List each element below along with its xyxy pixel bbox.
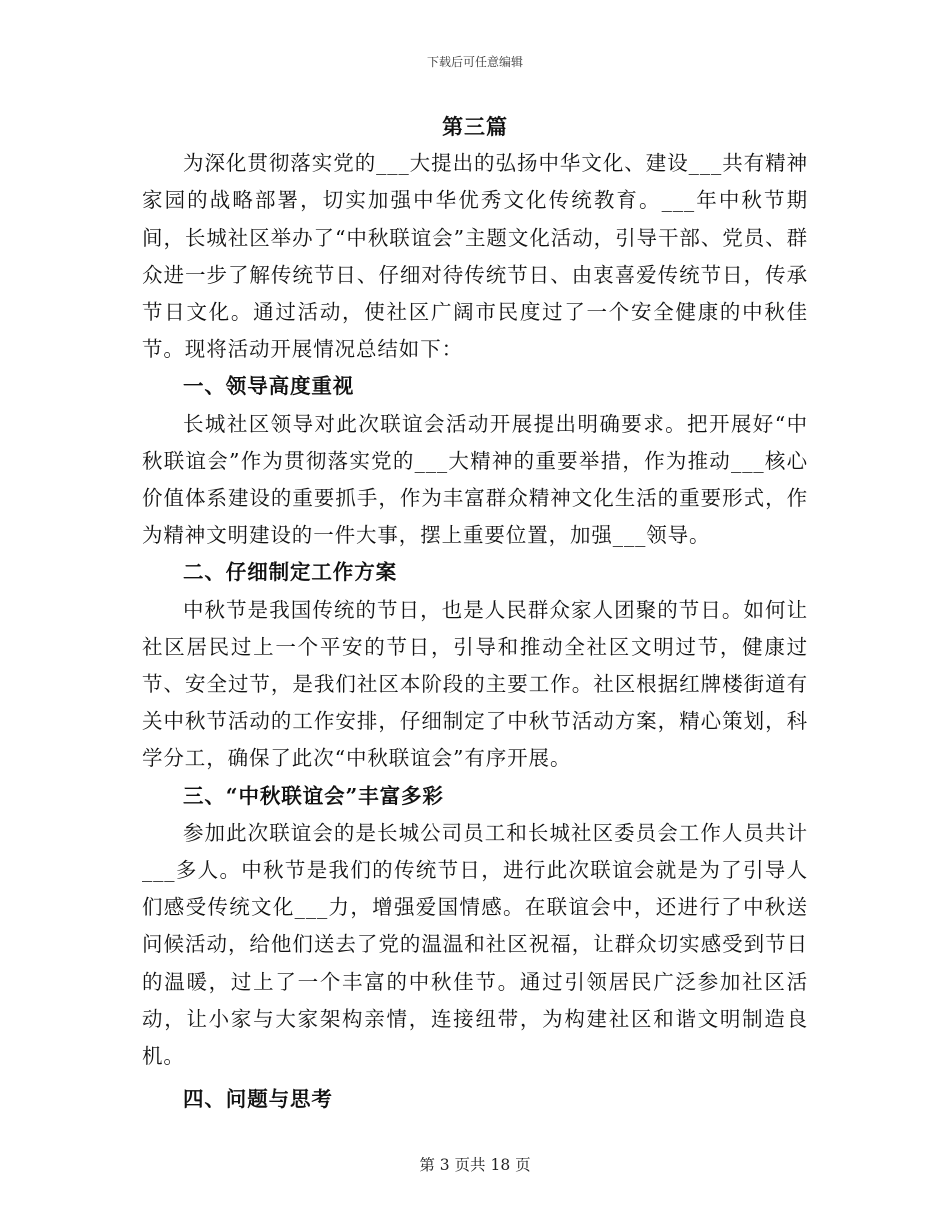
section-body-2: 中秋节是我国传统的节日，也是人民群众家人团聚的节日。如何让社区居民过上一个平安的节日，引导和推动全社区文明过节，健康过节、安全过节，是我们社区本阶段的主要工作。社区根据红牌楼街道有关中秋节活动的工作安排，仔细制定了中秋节活动方案，精心策划，科学分工，确保了此次“中秋联谊会”有序开展。 <box>142 597 808 771</box>
section-heading-4: 四、问题与思考 <box>183 1087 333 1112</box>
page-number: 第 3 页共 18 页 <box>419 1156 531 1174</box>
document-body <box>142 108 808 1118</box>
section-body-3: 参加此次联谊会的是长城公司员工和长城社区委员会工作人员共计___多人。中秋节是我们的传统节日，进行此次联谊会就是为了引导人们感受传统文化___力，增强爱国情感。在联谊会中，还进行了中秋送问候活动，给他们送去了党的温温和社区祝福，让群众切实感受到节日的温暖，过上了一个丰富的中秋佳节。通过引领居民广泛参加社区活动，让小家与大家架构亲情，连接纽带，为构建社区和谐文明制造良机。 <box>142 820 808 1069</box>
section-heading-1: 一、领导高度重视 <box>183 374 355 399</box>
page-header: 下载后可任意编辑 <box>426 55 523 69</box>
document-title: 第三篇 <box>442 114 508 139</box>
section-heading-3: 三、“中秋联谊会”丰富多彩 <box>183 783 444 808</box>
section-body-1: 长城社区领导对此次联谊会活动开展提出明确要求。把开展好“中秋联谊会”作为贯彻落实党的___大精神的重要举措，作为推动___核心价值体系建设的重要抓手，作为丰富群众精神文化生活的重要形式，作为精神文明建设的一件大事，摆上重要位置，加强___领导。 <box>142 411 808 548</box>
section-heading-2: 二、仔细制定工作方案 <box>183 560 397 585</box>
intro-paragraph: 为深化贯彻落实党的___大提出的弘扬中华文化、建设___共有精神家园的战略部署，切实加强中华优秀文化传统教育。___年中秋节期间，长城社区举办了“中秋联谊会”主题文化活动，引导干部、党员、群众进一步了解传统节日、仔细对待传统节日、由衷喜爱传统节日，传承节日文化。通过活动，使社区广阔市民度过了一个安全健康的中秋佳节。现将活动开展情况总结如下： <box>142 151 808 362</box>
